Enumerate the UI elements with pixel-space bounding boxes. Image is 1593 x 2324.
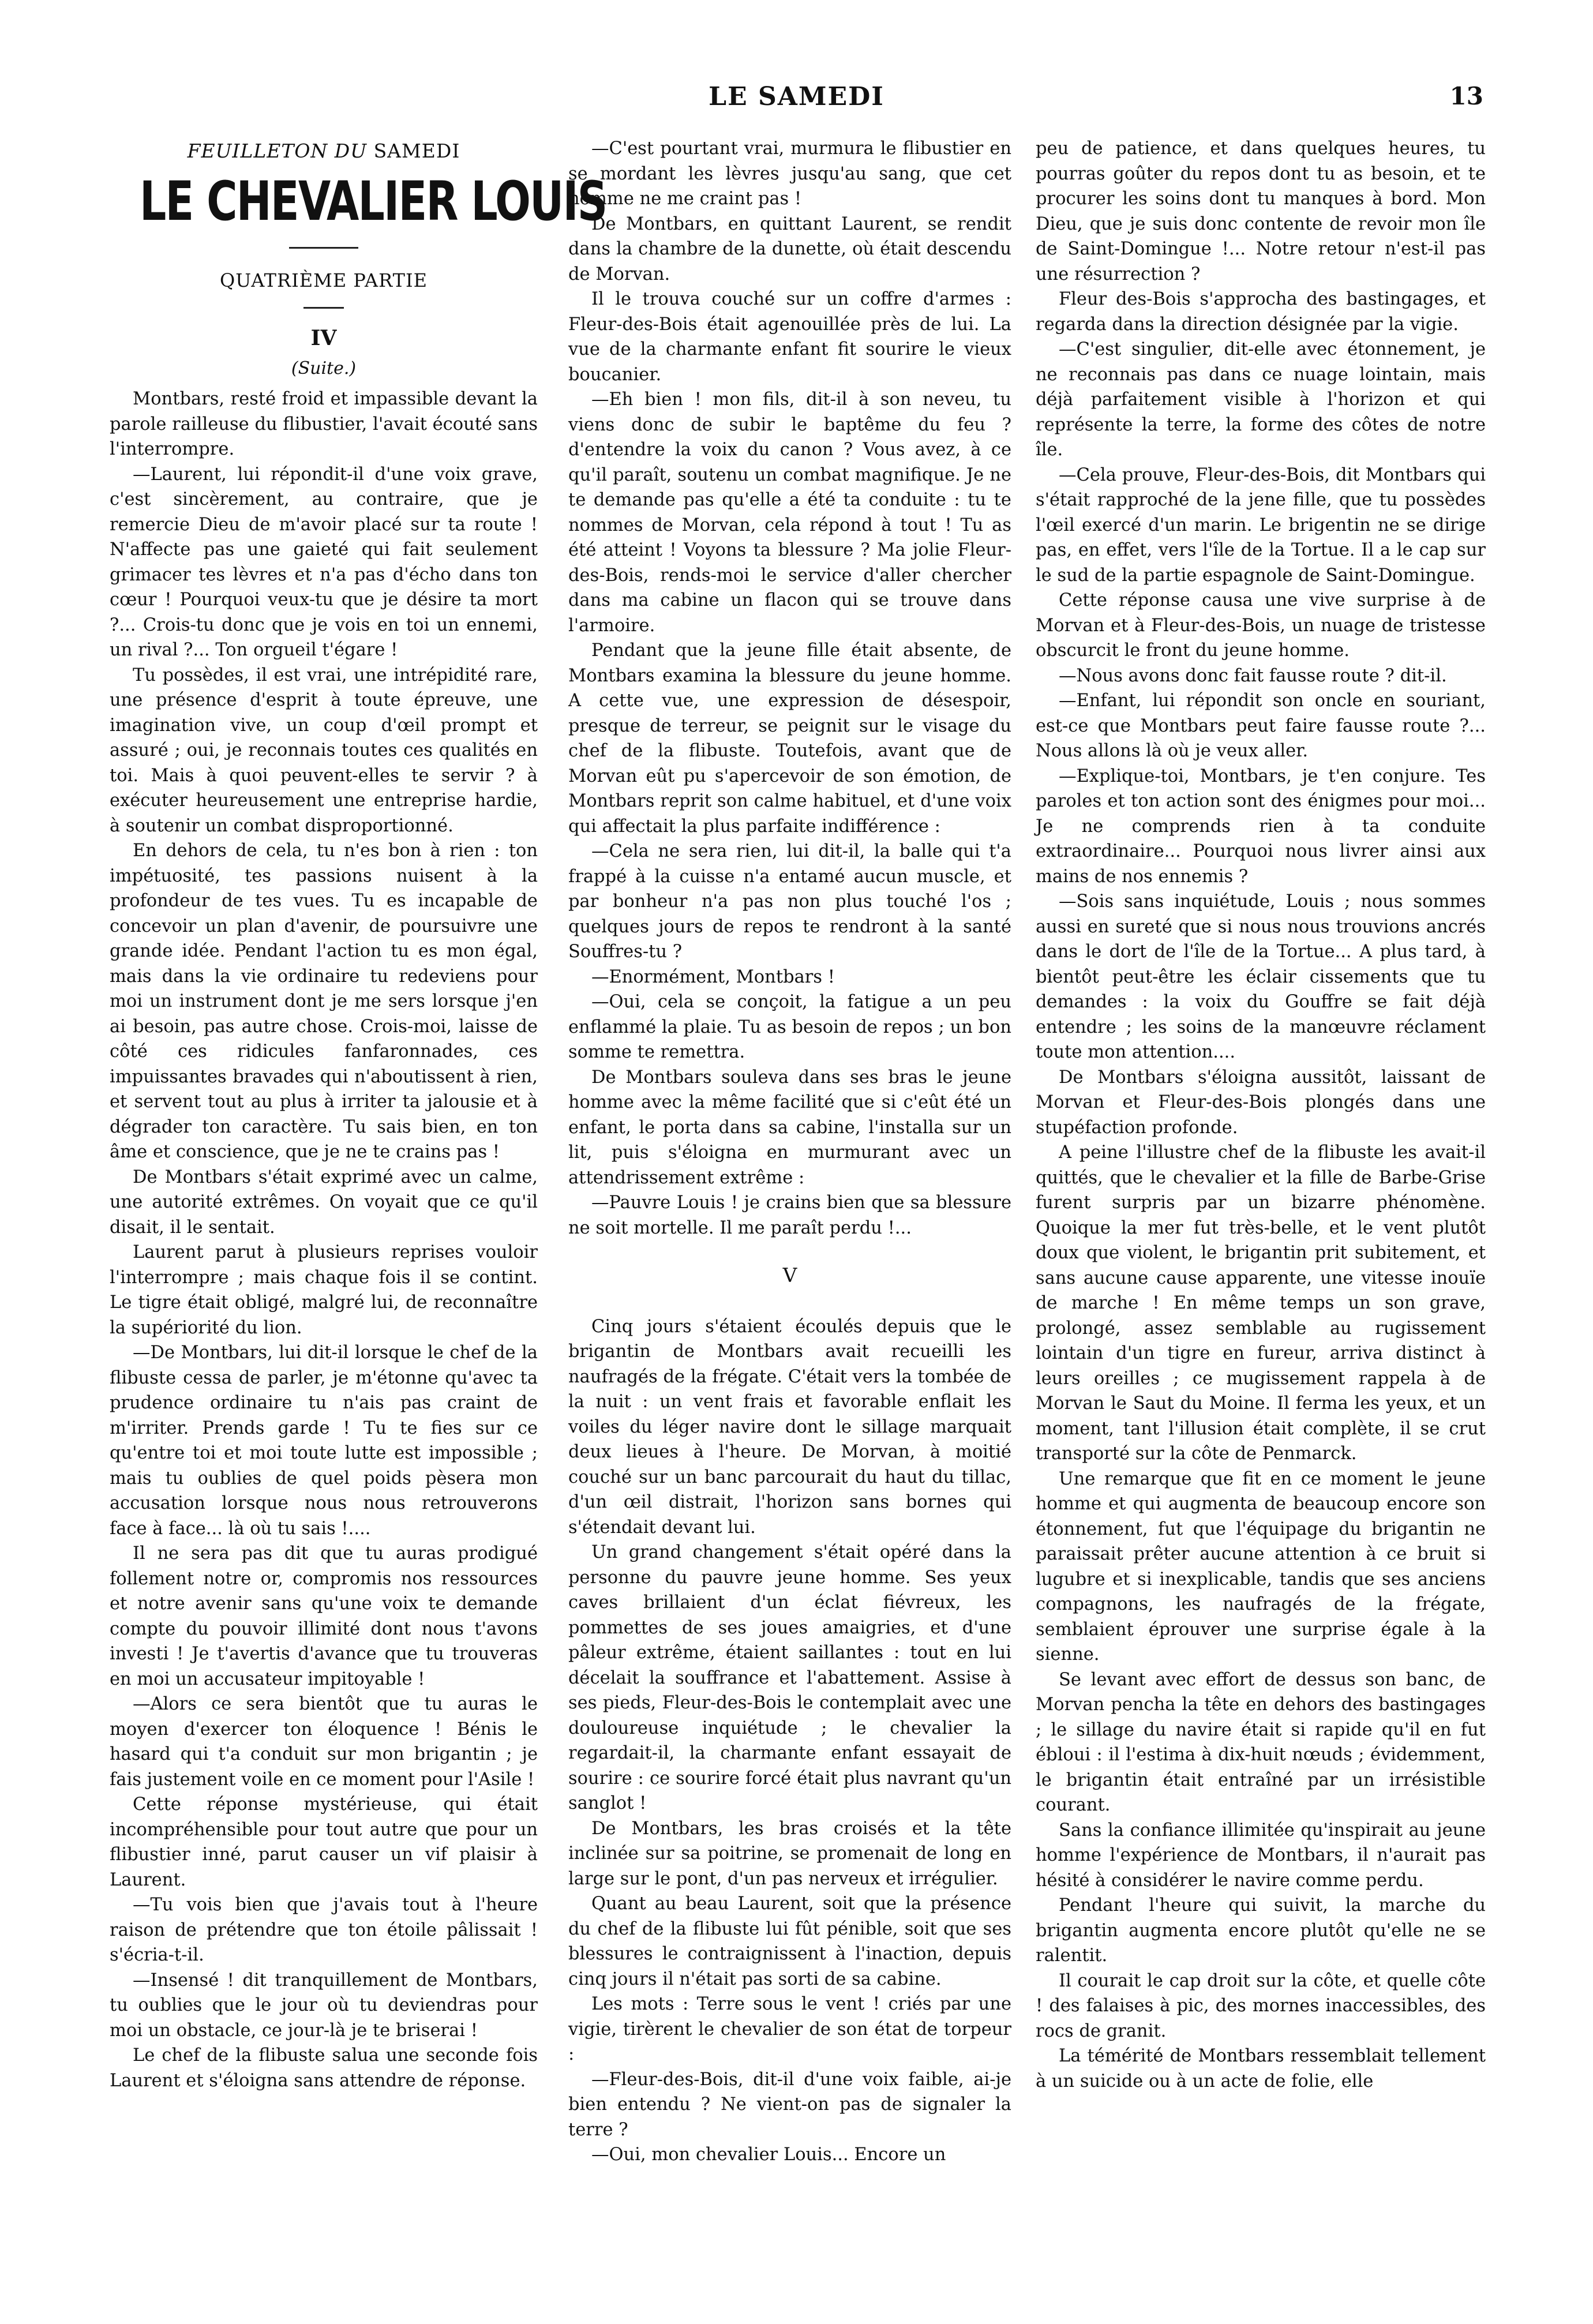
- chapter-heading: IV: [310, 326, 337, 350]
- paragraph: De Montbars s'était exprimé avec un calme, une autorité extrêmes. On voyait que ce qu'il disait, il le sentait.: [110, 1167, 538, 1238]
- paragraph: Cette réponse causa une vive surprise à de Morvan et à Fleur-des-Bois, un nuage de tristesse obscurcit le front du jeune homme.: [1036, 590, 1486, 661]
- paragraph: —Eh bien ! mon fils, dit-il à son neveu, tu viens donc de subir le baptême du feu ? d'entendre la voix du canon ? Vous avez, à ce qu'il paraît, soutenu un combat magnifique. Je ne te demande pas qu'elle a été ta conduite : tu te nommes de Morvan, cela répond à tout ! Tu as été atteint ! Voyons ta blessure ? Ma jolie Fleur-des-Bois, rends-moi le service d'aller chercher dans ma cabine un flacon qui se trouve dans l'armoire.: [568, 389, 1011, 636]
- paragraph: —Enormément, Montbars !: [591, 966, 835, 987]
- paragraph: —Tu vois bien que j'avais tout à l'heure raison de prétendre que ton étoile pâlissait ! s'écria-t-il.: [110, 1895, 538, 1965]
- paragraph: Un grand changement s'était opéré dans la personne du pauvre jeune homme. Ses yeux caves brillaient d'un éclat fiévreux, les pommettes de ses joues amaigries, et d'une pâleur extrême, étaient saillantes : tout en lui décelait la souffrance et l'abattement. Assise à ses pieds, Fleur-des-Bois le contemplait avec une douloureuse inquiétude ; le chevalier la regardait-il, la charmante enfant essayait de sourire : ce sourire forcé était plus navrant qu'un sanglot !: [568, 1542, 1011, 1813]
- paragraph: Fleur des-Bois s'approcha des bastingages, et regarda dans la direction désignée par la vigie.: [1036, 289, 1486, 335]
- paragraph: —Alors ce sera bientôt que tu auras le moyen d'exercer ton éloquence ! Bénis le hasard qui t'a conduit sur mon brigantin ; je fais justement voile en ce moment pour l'Asile !: [110, 1694, 538, 1790]
- part-divider: [303, 307, 344, 309]
- title-divider: [289, 247, 358, 249]
- paragraph: —Insensé ! dit tranquillement de Montbars, tu oublies que le jour où tu deviendras pour moi un obstacle, ce jour-là je te briserai !: [110, 1970, 538, 2041]
- paragraph: Tu possèdes, il est vrai, une intrépidité rare, une présence d'esprit à toute épreuve, une imagination vive, un coup d'œil prompt et assuré ; oui, je reconnais toutes ces qualités en toi. Mais à quoi peuvent-elles te servir ? à exécuter heureusement une entreprise hardie, à soutenir un combat disproportionné.: [110, 665, 538, 836]
- paragraph: Pendant que la jeune fille était absente, de Montbars examina la blessure du jeune homme. A cette vue, une expression de désespoir, presque de terreur, se peignit sur le visage du chef de la flibuste. Toutefois, avant que de Morvan eût pu s'apercevoir de son émotion, de Montbars reprit son calme habituel, et d'une voix qui affectait la plus parfaite indifférence :: [568, 640, 1011, 837]
- paragraph: De Montbars, en quittant Laurent, se rendit dans la chambre de la dunette, où était descendu de Morvan.: [568, 213, 1011, 284]
- part-heading: QUATRIÈME PARTIE: [220, 269, 428, 291]
- paragraph: Pendant l'heure qui suivit, la marche du brigantin augmenta encore plutôt qu'elle ne se ralentit.: [1036, 1895, 1486, 1966]
- column-2-body-a: [568, 136, 1011, 1240]
- paragraph: De Montbars souleva dans ses bras le jeune homme avec la même facilité que si c'eût été un enfant, le porta dans sa cabine, l'installa sur un lit, puis s'éloigna en murmurant avec un attendrissement extrême :: [568, 1067, 1011, 1188]
- paragraph: —Enfant, lui répondit son oncle en souriant, est-ce que Montbars peut faire fausse route ?... Nous allons là où je veux aller.: [1036, 691, 1486, 761]
- feuilleton-label-italic: FEUILLETON DU: [187, 140, 368, 162]
- paragraph: Se levant avec effort de dessus son banc, de Morvan pencha la tête en dehors des bastingages ; le sillage du navire était si rapide qu'il en fut ébloui : il l'estima à dix-huit nœuds ; évidemment, le brigantin était entraîné par un irrésistible courant.: [1036, 1669, 1486, 1815]
- serial-title: LE CHEVALIER LOUIS: [139, 170, 607, 233]
- paragraph: Il ne sera pas dit que tu auras prodigué follement notre or, compromis nos ressources et notre avenir sans qu'une voix te demande compte du pouvoir illimité dont nous t'avons investi ! Je t'avertis d'avance que tu trouveras en moi un accusateur impitoyable !: [110, 1543, 538, 1689]
- page-header: [0, 82, 1593, 128]
- feuilleton-label: [110, 138, 538, 164]
- paragraph: De Montbars, les bras croisés et la tête inclinée sur sa poitrine, se promenait de long en large sur le pont, d'un pas nerveux et irrégulier.: [568, 1818, 1011, 1889]
- paragraph: —Cela ne sera rien, lui dit-il, la balle qui t'a frappé à la cuisse n'a entamé aucun muscle, et par bonheur n'a pas non plus touché l'os ; quelques jours de repos te rendront à la santé Souffres-tu ?: [568, 841, 1011, 962]
- paragraph: Sans la confiance illimitée qu'inspirait au jeune homme l'expérience de Montbars, il n'aurait pas hésité à considérer le navire comme perdu.: [1036, 1820, 1486, 1891]
- column-3: [1036, 136, 1486, 2094]
- paragraph: En dehors de cela, tu n'es bon à rien : ton impétuosité, tes passions nuisent à la profondeur de tes vues. Tu es incapable de concevoir un plan d'avenir, de poursuivre une grande idée. Pendant l'action tu es mon égal, mais dans la vie ordinaire tu redeviens pour moi un instrument dont je me sers lorsque j'en ai besoin, pas autre chose. Crois-moi, laisse de côté ces ridicules fanfaronnades, ces impuissantes bravades qui n'aboutissent à rien, et servent tout au plus à irriter ta jalousie et à dégrader ton caractère. Tu sais bien, en ton âme et conscience, que je ne te crains pas !: [110, 841, 538, 1162]
- page-number: 13: [1449, 82, 1483, 110]
- paragraph: Il courait le cap droit sur la côte, et quelle côte ! des falaises à pic, des mornes inaccessibles, des rocs de granit.: [1036, 1970, 1486, 2041]
- paragraph: De Montbars s'éloigna aussitôt, laissant de Morvan et Fleur-des-Bois plongés dans une stupéfaction profonde.: [1036, 1067, 1486, 1138]
- column-1: [110, 136, 607, 2093]
- paragraph: Quant au beau Laurent, soit que la présence du chef de la flibuste lui fût pénible, soit que ses blessures le contraignissent à l'inaction, depuis cinq jours il n'était pas sorti de sa cabine.: [568, 1894, 1011, 1989]
- paragraph: A peine l'illustre chef de la flibuste les avait-il quittés, que le chevalier et la fille de Barbe-Grise furent surpris par un bizarre phénomène. Quoique la mer fut très-belle, et le vent plutôt doux que violent, le brigantin prit subitement, et sans aucune cause apparente, une vitesse inouïe de marche ! En même temps un son grave, prolongé, assez semblable au rugissement lointain d'un tigre en fureur, arriva distinct à leurs oreilles ; ce mugissement rappela à de Morvan le Saut du Moine. Il ferma les yeux, et un moment, tant l'illusion était complète, il se crut transporté sur la côte de Penmarck.: [1036, 1142, 1486, 1464]
- paragraph: Il le trouva couché sur un coffre d'armes : Fleur-des-Bois était agenouillée près de lui. La vue de la charmante enfant fit sourire le vieux boucanier.: [568, 289, 1011, 385]
- paragraph: —Fleur-des-Bois, dit-il d'une voix faible, ai-je bien entendu ? Ne vient-on pas de signaler la terre ?: [568, 2069, 1011, 2140]
- paragraph: —Explique-toi, Montbars, je t'en conjure. Tes paroles et ton action sont des énigmes pour moi... Je ne comprends rien à ta conduite extraordinaire... Pourquoi nous livrer ainsi aux mains de nos ennemis ?: [1036, 766, 1486, 887]
- paragraph: —De Montbars, lui dit-il lorsque le chef de la flibuste cessa de parler, je m'étonne qu'avec ta prudence ordinaire tu n'ais pas craint de m'irriter. Prends garde ! Tu te fies sur ce qu'entre toi et moi toute lutte est impossible ; mais tu oublies de quel poids pèsera mon accusation lorsque nous nous retrouverons face à face... là où tu sais !....: [110, 1343, 538, 1539]
- running-title: LE SAMEDI: [709, 82, 884, 111]
- paragraph: —Oui, mon chevalier Louis... Encore un: [591, 2145, 946, 2165]
- paragraph: Cinq jours s'étaient écoulés depuis que le brigantin de Montbars avait recueilli les naufragés de la frégate. C'était vers la tombée de la nuit : un vent frais et favorable enflait les voiles du léger navire dont le sillage marquait deux lieues à l'heure. De Morvan, à moitié couché sur un banc parcourait du haut du tillac, d'un œil distrait, l'horizon sans bornes qui s'étendait devant lui.: [568, 1316, 1011, 1538]
- paragraph: La témérité de Montbars ressemblait tellement à un suicide ou à un acte de folie, elle: [1036, 2046, 1486, 2091]
- paragraph: —C'est pourtant vrai, murmura le flibustier en se mordant les lèvres jusqu'au sang, que cet homme ne me craint pas !: [568, 138, 1011, 209]
- paragraph: —C'est singulier, dit-elle avec étonnement, je ne reconnais pas dans ce nuage lointain, mais déjà parfaitement visible à l'horizon et qui représente la terre, la forme des côtes de notre île.: [1036, 339, 1486, 460]
- paragraph: Cette réponse mystérieuse, qui était incompréhensible pour tout autre que pour un flibustier inné, parut causer un vif plaisir à Laurent.: [110, 1794, 538, 1890]
- feuilleton-label-upright: SAMEDI: [373, 140, 460, 162]
- paragraph: —Sois sans inquiétude, Louis ; nous sommes aussi en sureté que si nous nous trouvions ancrés dans le dort de l'île de la Tortue... A plus tard, à bientôt peut-être les éclair cissements que tu demandes : la voix du Gouffre se fait déjà entendre ; les soins de la manœuvre réclament toute mon attention....: [1036, 891, 1486, 1062]
- paragraph: Une remarque que fit en ce moment le jeune homme et qui augmenta de beaucoup encore son étonnement, fut que l'équipage du brigantin ne paraissait prêter aucune attention à ce bruit si lugubre et si inexplicable, tandis que ses anciens compagnons, les naufragés de la frégate, semblaient éprouver une surprise égale à la sienne.: [1036, 1468, 1486, 1665]
- chapter-heading: V: [782, 1264, 797, 1287]
- paragraph: —Pauvre Louis ! je crains bien que sa blessure ne soit mortelle. Il me paraît perdu !...: [568, 1193, 1011, 1238]
- paragraph: peu de patience, et dans quelques heures, tu pourras goûter du repos dont tu as besoin, et te procurer les soins dont tu manques à bord. Mon Dieu, que je suis donc contente de revoir mon île de Saint-Domingue !... Notre retour n'est-il pas une résurrection ?: [1036, 138, 1486, 284]
- column-2: [568, 136, 1011, 2168]
- paragraph: —Oui, cela se conçoit, la fatigue a un peu enflammé la plaie. Tu as besoin de repos ; un bon somme te remettra.: [568, 992, 1011, 1062]
- paragraph: Montbars, resté froid et impassible devant la parole railleuse du flibustier, l'avait écouté sans l'interrompre.: [110, 389, 538, 459]
- paragraph: Laurent parut à plusieurs reprises vouloir l'interrompre ; mais chaque fois il se contint. Le tigre était obligé, malgré lui, de reconnaître la supériorité du lion.: [110, 1242, 538, 1338]
- column-1-body: [110, 387, 538, 2093]
- column-2-body-b: [568, 1314, 1011, 2168]
- paragraph: —Cela prouve, Fleur-des-Bois, dit Montbars qui s'était rapproché de la jene fille, que tu possèdes l'œil exercé d'un marin. Le brigentin ne se dirige pas, en effet, vers l'île de la Tortue. Il a le cap sur le sud de la partie espagnole de Saint-Domingue.: [1036, 464, 1486, 586]
- paragraph: —Laurent, lui répondit-il d'une voix grave, c'est sincèrement, au contraire, que je remercie Dieu de m'avoir placé sur ta route ! N'affecte pas une gaieté qui fait seulement grimacer tes lèvres et n'a pas d'écho dans ton cœur ! Pourquoi veux-tu que je désire ta mort ?... Crois-tu donc que je vois en toi un ennemi, un rival ?... Ton orgueil t'égare !: [110, 464, 538, 660]
- paragraph: —Nous avons donc fait fausse route ? dit-il.: [1059, 665, 1447, 686]
- paragraph: Le chef de la flibuste salua une seconde fois Laurent et s'éloigna sans attendre de réponse.: [110, 2045, 538, 2091]
- suite-note: (Suite.): [291, 358, 357, 378]
- paragraph: Les mots : Terre sous le vent ! criés par une vigie, tirèrent le chevalier de son état de torpeur :: [568, 1994, 1011, 2064]
